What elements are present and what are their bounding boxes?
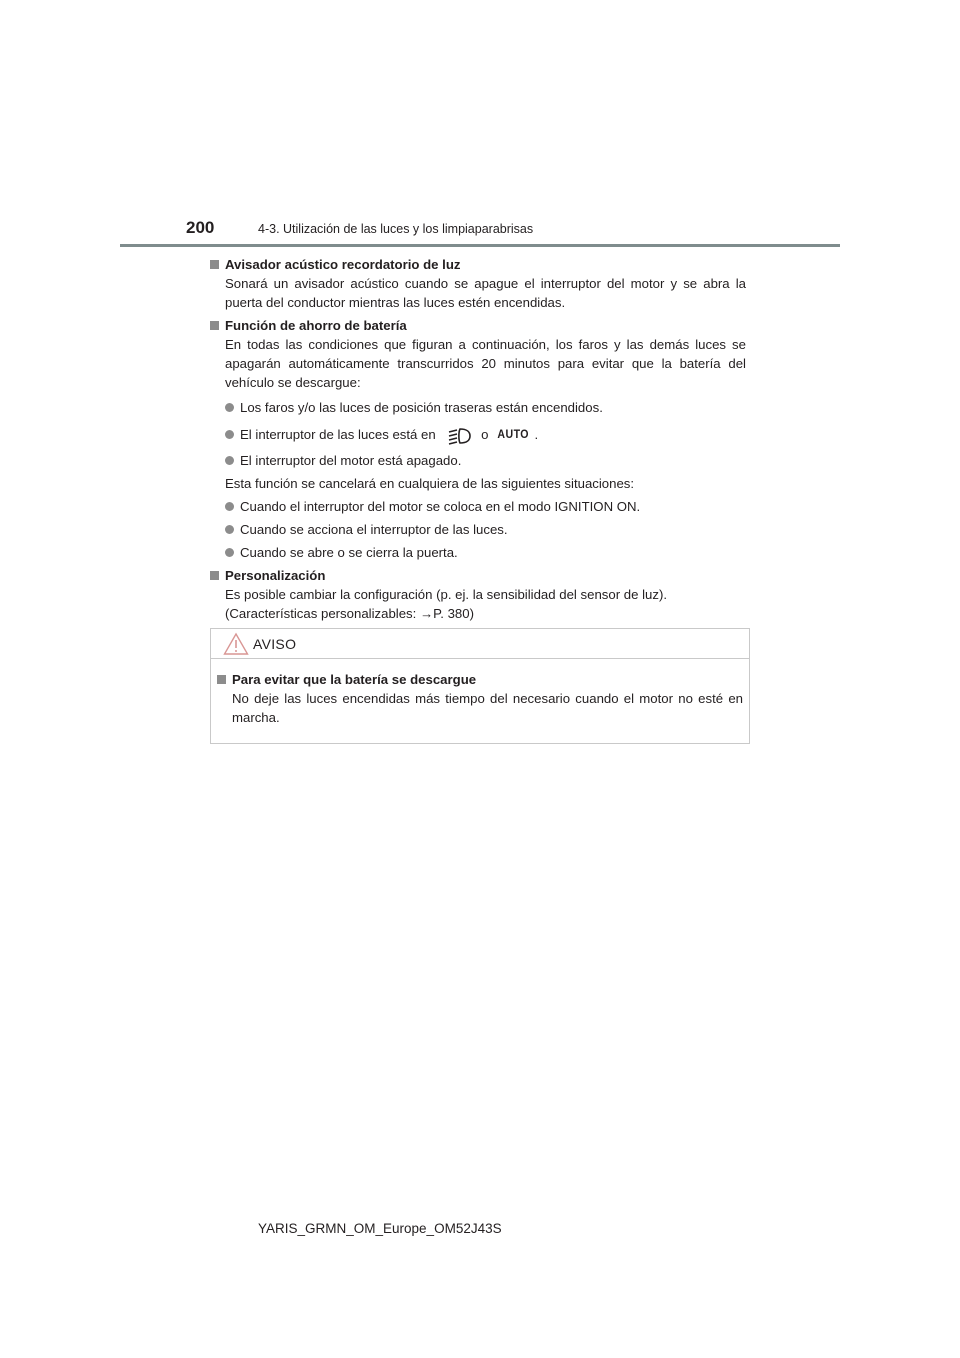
period-text: .: [534, 427, 539, 442]
list-item: [225, 398, 746, 417]
warning-text: No deje las luces encendidas más tiempo del necesario cuando el motor no esté en marcha.: [232, 691, 743, 725]
list-item-text: Cuando se acciona el interruptor de las luces.: [240, 522, 508, 538]
headlight-icon: [447, 427, 473, 445]
list-item-text: Los faros y/o las luces de posición traseras están encendidos.: [240, 400, 603, 415]
round-bullet-icon: [225, 502, 234, 511]
page-number: 200: [186, 218, 215, 237]
warning-subtitle-row: [217, 670, 743, 689]
chapter-title: 4-3. Utilización de las luces y los limpiaparabrisas: [258, 222, 534, 236]
square-bullet-icon: [210, 260, 219, 269]
round-bullet-icon: [225, 548, 234, 557]
list-item: [225, 497, 746, 516]
list-item-text: [240, 425, 538, 445]
list-item: [225, 425, 746, 445]
list-item: [225, 520, 746, 539]
warning-subtitle: Para evitar que la batería se descargue: [232, 672, 477, 687]
section-text: Es posible cambiar la configuración (p. ej. la sensibilidad del sensor de luz).: [225, 587, 668, 603]
warning-body: [211, 659, 749, 727]
auto-symbol: AUTO: [497, 429, 530, 442]
header-rule: [120, 244, 840, 247]
list-item-text: El interruptor del motor está apagado.: [240, 453, 462, 469]
warning-triangle-icon: [223, 632, 249, 656]
round-bullet-icon: [225, 525, 234, 534]
section-text: (Características personalizables: →P. 380): [225, 606, 474, 622]
section-heading-personalization: [210, 566, 746, 585]
round-bullet-icon: [225, 403, 234, 412]
list-item-text: Cuando se abre o se cierra la puerta.: [240, 545, 458, 561]
list-item: [225, 451, 746, 470]
square-bullet-icon: [217, 675, 226, 684]
or-text: o: [481, 427, 489, 442]
round-bullet-icon: [225, 430, 234, 439]
square-bullet-icon: [210, 321, 219, 330]
section-title: Avisador acústico recordatorio de luz: [225, 257, 461, 272]
light-switch-text: El interruptor de las luces está en: [240, 427, 436, 442]
main-content: [210, 254, 746, 623]
square-bullet-icon: [210, 571, 219, 580]
section-text: En todas las condiciones que figuran a continuación, los faros y las demás luces se apagarán automáticamente transcurridos 20 minutos para evitar que la batería del vehículo se descargue:: [225, 337, 746, 390]
warning-header: [211, 629, 749, 659]
section-title: Personalización: [225, 568, 326, 584]
list-item: [225, 543, 746, 562]
warning-title: AVISO: [253, 635, 297, 652]
section-heading-buzzer: [210, 255, 746, 274]
list-item-text: Cuando el interruptor del motor se coloca en el modo IGNITION ON.: [240, 499, 641, 515]
section-text: Sonará un avisador acústico cuando se apague el interruptor del motor y se abra la puerta del conductor mientras las luces estén encendidas.: [225, 276, 746, 310]
warning-box: [210, 628, 750, 744]
round-bullet-icon: [225, 456, 234, 465]
section-heading-battery: [210, 316, 746, 335]
cancel-text: Esta función se cancelará en cualquiera de las siguientes situaciones:: [225, 476, 635, 492]
section-title: Función de ahorro de batería: [225, 318, 407, 333]
document-code: YARIS_GRMN_OM_Europe_OM52J43S: [258, 1221, 502, 1236]
